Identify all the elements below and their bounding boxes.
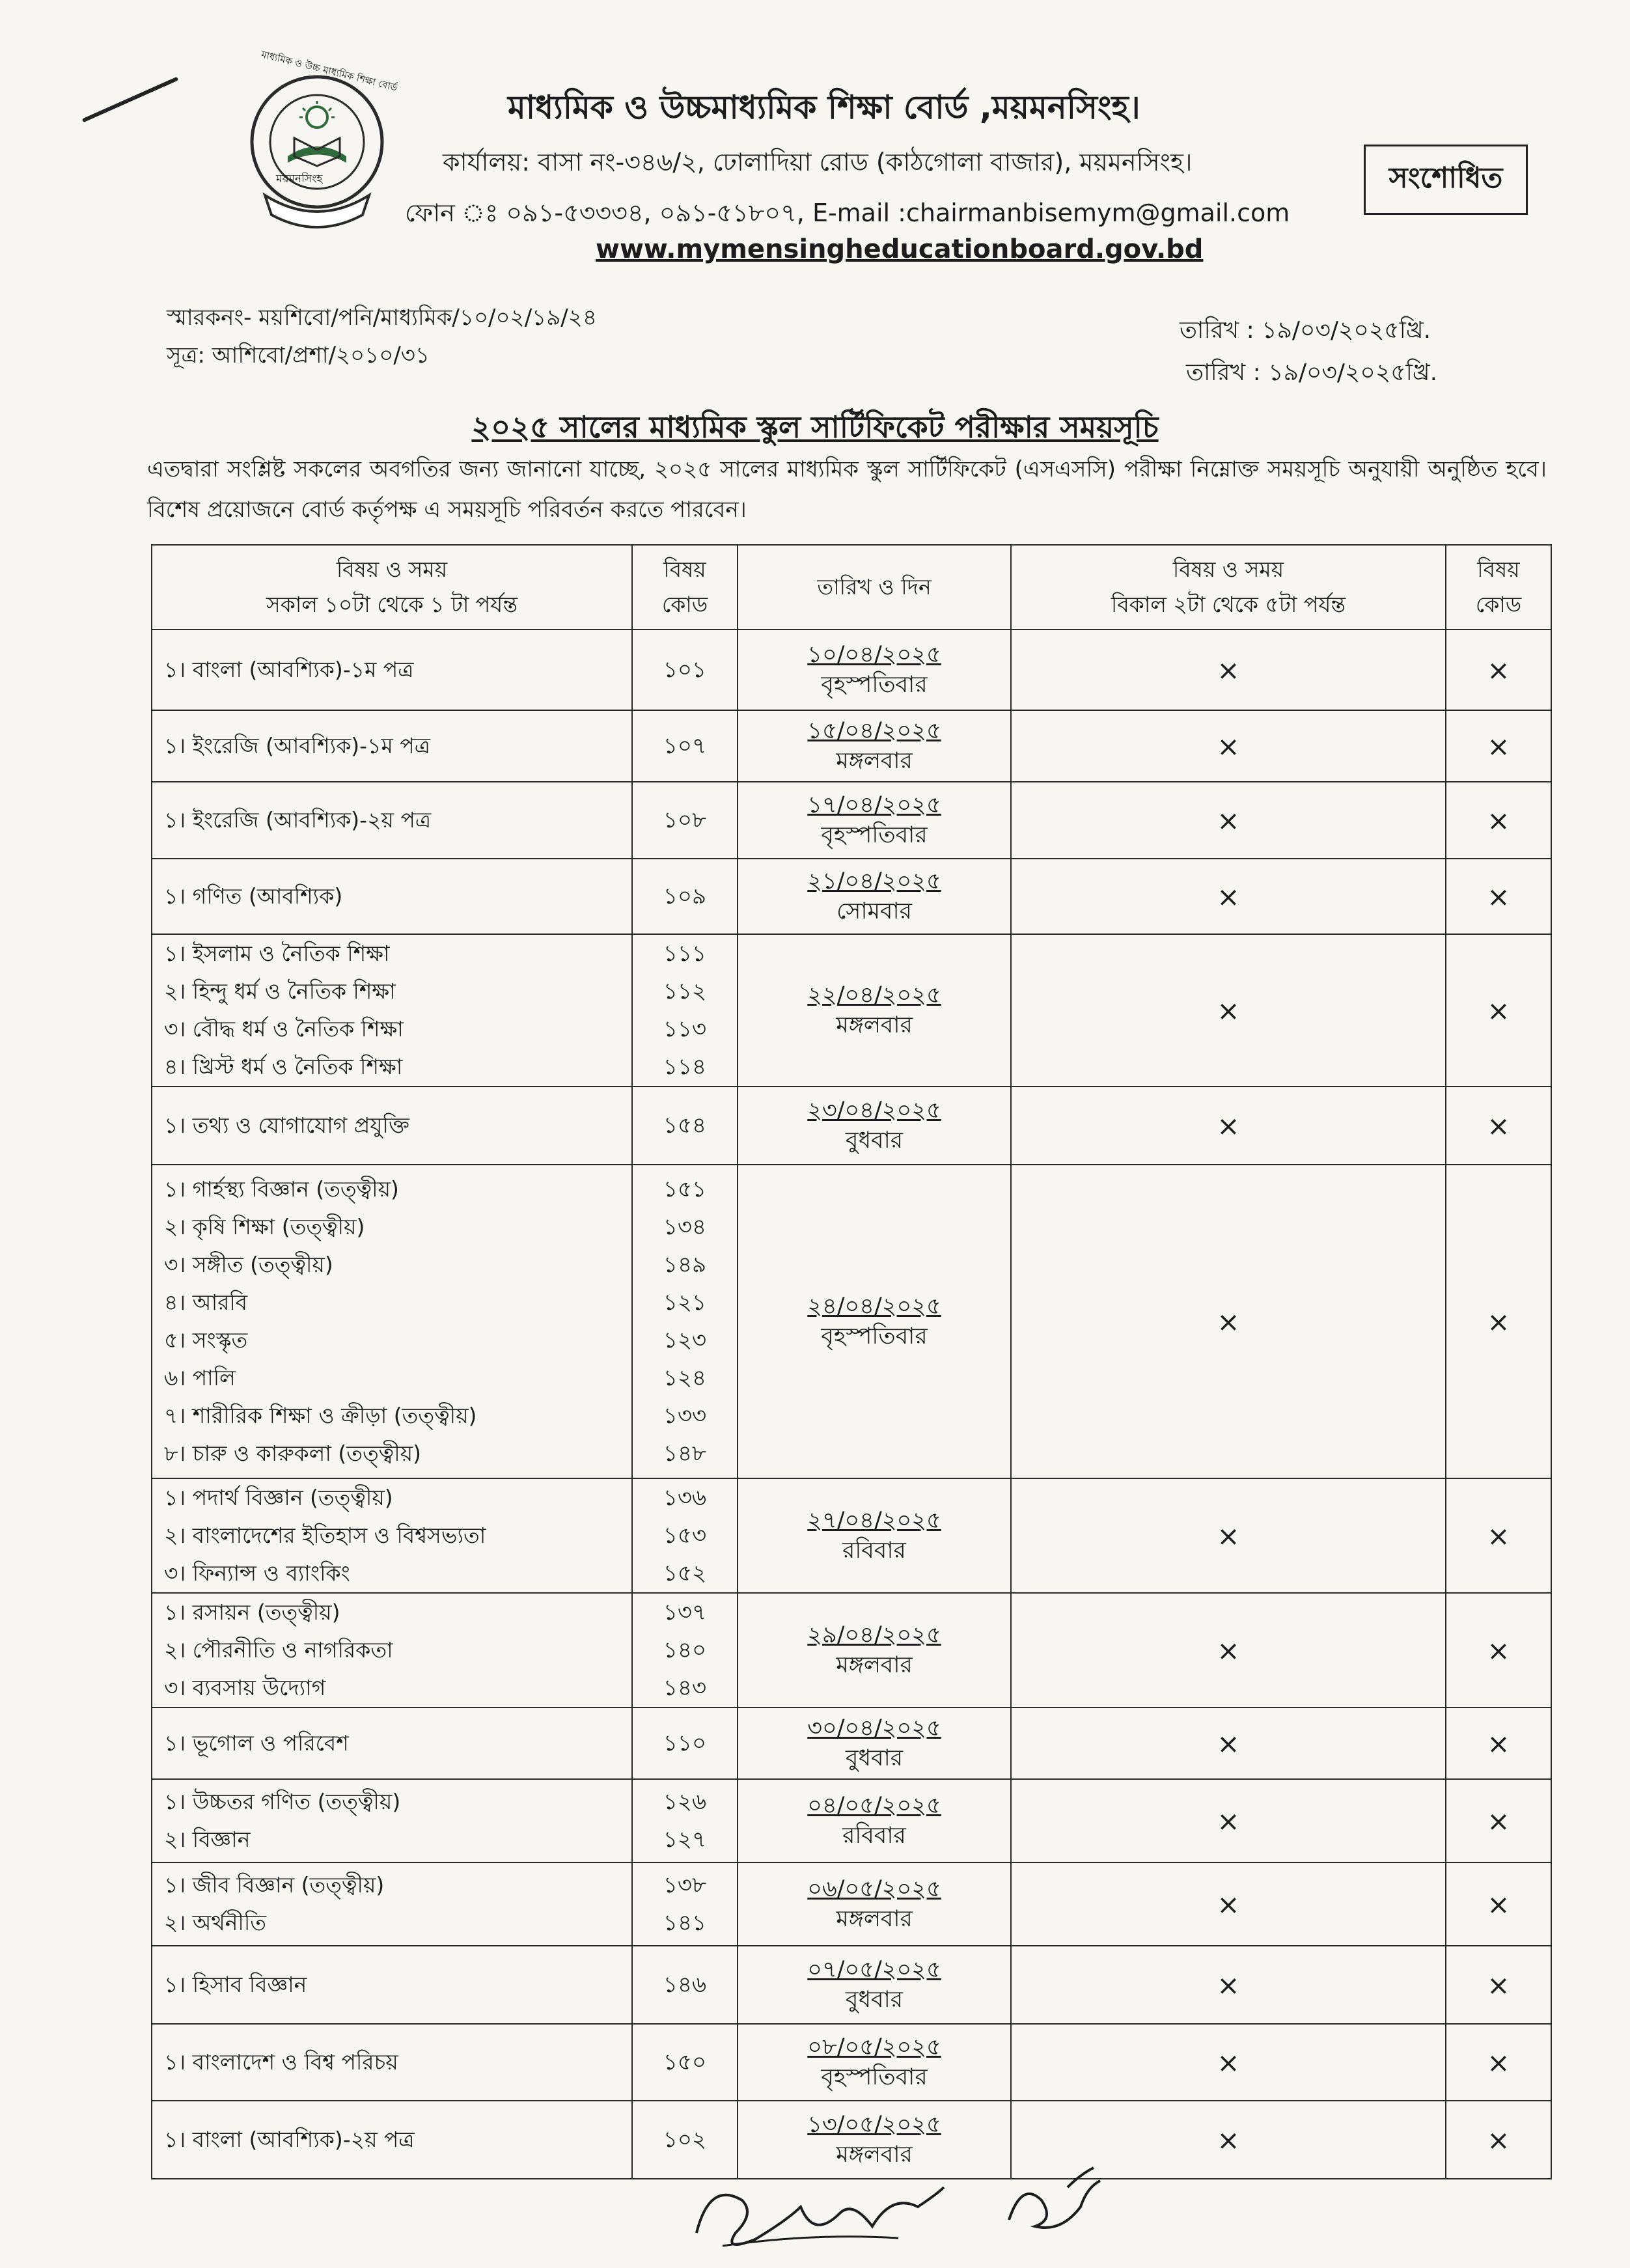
subject-code: ১৩৭	[663, 1599, 707, 1625]
subject-code-cell	[632, 1086, 738, 1165]
afternoon-code-cell: ×	[1446, 782, 1551, 859]
morning-subjects-cell	[152, 1779, 632, 1862]
exam-day: বৃহস্পতিবার	[821, 822, 928, 848]
website-link[interactable]: www.mymensingheducationboard.gov.bd	[596, 234, 1204, 264]
subject-code-cell	[632, 1478, 738, 1593]
date-day-cell	[738, 1946, 1011, 2024]
subject-name: ১। তথ্য ও যোগাযোগ প্রযুক্তি	[164, 1113, 409, 1138]
afternoon-subject-cell: ×	[1011, 1779, 1446, 1862]
reference-number: সূত্র: আশিবো/প্রশা/২০১০/৩১	[167, 342, 430, 368]
subject-code-cell	[632, 1593, 738, 1708]
afternoon-code-cell: ×	[1446, 1862, 1551, 1946]
subject-code: ১৪৮	[663, 1441, 707, 1467]
exam-day: মঙ্গলবার	[836, 2142, 913, 2168]
code-header: বিষয় কোড	[632, 545, 738, 629]
subject-name: ৪। আরবি	[164, 1290, 248, 1315]
subject-code: ১৪১	[663, 1910, 707, 1936]
subject-code: ১২৩	[663, 1327, 707, 1353]
date-day-cell	[738, 2024, 1011, 2101]
afternoon-subject-header: বিষয় ও সময় বিকাল ২টা থেকে ৫টা পর্যন্ত	[1011, 545, 1446, 629]
afternoon-code-cell: ×	[1446, 1946, 1551, 2024]
table-row	[152, 1779, 1551, 1862]
subject-code: ১১০	[663, 1730, 707, 1756]
subject-code-cell	[632, 629, 738, 710]
subject-code: ১০৮	[663, 807, 707, 833]
subject-code: ১২৬	[663, 1789, 707, 1815]
subject-code: ১৪০	[663, 1637, 707, 1663]
exam-date: ২৩/০৪/২০২৫	[807, 1098, 941, 1124]
subject-name: ৩। ফিন্যান্স ও ব্যাংকিং	[164, 1560, 350, 1586]
morning-subjects-cell	[152, 1086, 632, 1165]
afternoon-subject-cell: ×	[1011, 1165, 1446, 1478]
morning-subjects-cell	[152, 1862, 632, 1946]
table-row	[152, 859, 1551, 934]
afternoon-subject-cell: ×	[1011, 2101, 1446, 2179]
table-row	[152, 1478, 1551, 1593]
subject-code: ১০২	[663, 2127, 707, 2153]
subject-name: ২। কৃষি শিক্ষা (তত্ত্বীয়)	[164, 1214, 365, 1239]
subject-code: ১৩৪	[663, 1214, 707, 1240]
date-day-cell	[738, 1708, 1011, 1779]
afternoon-subject-cell: ×	[1011, 629, 1446, 710]
afternoon-subject-cell: ×	[1011, 1086, 1446, 1165]
subject-code: ১৩৮	[663, 1872, 707, 1898]
date-day-header: তারিখ ও দিন	[738, 545, 1011, 629]
table-row	[152, 710, 1551, 782]
subject-name: ৩। বৌদ্ধ ধর্ম ও নৈতিক শিক্ষা	[164, 1016, 404, 1042]
office-address: কার্যালয়: বাসা নং-৩৪৬/২, ঢোলাদিয়া রোড (কাঠগোলা বাজার), ময়মনসিংহ।	[443, 148, 1193, 176]
logo-caption: ময়মনসিংহ	[276, 173, 323, 186]
board-logo-icon	[242, 65, 392, 241]
subject-code: ১৪৬	[663, 1972, 707, 1998]
subject-code: ১০৭	[663, 733, 707, 759]
exam-day: মঙ্গলবার	[836, 1906, 913, 1932]
table-row	[152, 629, 1551, 710]
subject-name: ৩। ব্যবসায় উদ্যোগ	[164, 1675, 326, 1700]
afternoon-code-cell: ×	[1446, 859, 1551, 934]
table-row	[152, 1708, 1551, 1779]
subject-name: ৫। সংস্কৃত	[164, 1327, 248, 1353]
subject-code: ১২৪	[663, 1365, 707, 1391]
afternoon-code-cell: ×	[1446, 1593, 1551, 1708]
exam-schedule-table	[151, 544, 1552, 2179]
subject-code: ১১১	[663, 941, 707, 967]
exam-date: ০৪/০৫/২০২৫	[807, 1793, 941, 1819]
date-day-cell	[738, 859, 1011, 934]
subject-name: ১। বাংলা (আবশ্যিক)-১ম পত্র	[164, 657, 414, 682]
afternoon-code-cell: ×	[1446, 629, 1551, 710]
date-day-cell	[738, 1165, 1011, 1478]
subject-name: ১। বাংলা (আবশ্যিক)-২য় পত্র	[164, 2127, 415, 2152]
exam-day: মঙ্গলবার	[836, 1652, 913, 1678]
morning-subjects-cell	[152, 1165, 632, 1478]
subject-code-cell	[632, 1779, 738, 1862]
afternoon-code-cell: ×	[1446, 934, 1551, 1086]
subject-code: ১৫৪	[663, 1113, 707, 1139]
subject-name: ১। ইসলাম ও নৈতিক শিক্ষা	[164, 941, 390, 966]
table-row	[152, 1862, 1551, 1946]
afternoon-code-cell: ×	[1446, 1086, 1551, 1165]
date-day-cell	[738, 1779, 1011, 1862]
table-row	[152, 1946, 1551, 2024]
intro-paragraph: এতদ্বারা সংশ্লিষ্ট সকলের অবগতির জন্য জানানো যাচ্ছে, ২০২৫ সালের মাধ্যমিক স্কুল সার্টিফিকেট (এসএসসি) পরীক্ষা নিম্নোক্ত সময়সূচি অনুযায়ী অনুষ্ঠিত হবে। বিশেষ প্রয়োজনে বোর্ড কর্তৃপক্ষ এ সময়সূচি পরিবর্তন করতে পারবেন।	[147, 456, 1547, 523]
subject-name: ৮। চারু ও কারুকলা (তত্ত্বীয়)	[164, 1441, 422, 1466]
table-row	[152, 1086, 1551, 1165]
exam-date: ০৮/০৫/২০২৫	[807, 2034, 941, 2060]
subject-code: ১৫৩	[663, 1523, 707, 1549]
subject-code: ১৪৩	[663, 1675, 707, 1701]
exam-date: ৩০/০৪/২০২৫	[807, 1715, 941, 1741]
subject-code: ১১৪	[663, 1054, 707, 1080]
subject-name: ১। গার্হস্থ্য বিজ্ঞান (তত্ত্বীয়)	[164, 1176, 399, 1202]
morning-subjects-cell	[152, 1593, 632, 1708]
exam-day: বৃহস্পতিবার	[821, 672, 928, 698]
subject-name: ২। পৌরনীতি ও নাগরিকতা	[164, 1637, 393, 1663]
table-row	[152, 782, 1551, 859]
exam-date: ২৪/০৪/২০২৫	[807, 1293, 941, 1320]
subject-name: ১। রসায়ন (তত্ত্বীয়)	[164, 1599, 340, 1625]
exam-date: ২৭/০৪/২০২৫	[807, 1508, 941, 1534]
subject-name: ২। অর্থনীতি	[164, 1910, 267, 1935]
morning-subjects-cell	[152, 710, 632, 782]
exam-day: বৃহস্পতিবার	[821, 2064, 928, 2090]
table-row	[152, 1593, 1551, 1708]
subject-name: ১। ইংরেজি (আবশ্যিক)-২য় পত্র	[164, 807, 432, 833]
afternoon-subject-cell: ×	[1011, 710, 1446, 782]
afternoon-subject-cell: ×	[1011, 934, 1446, 1086]
subject-code: ১২১	[663, 1290, 707, 1316]
subject-code: ১১৩	[663, 1016, 707, 1042]
schedule-title: ২০২৫ সালের মাধ্যমিক স্কুল সার্টিফিকেট পরীক্ষার সময়সূচি	[471, 409, 1159, 445]
subject-code: ১০৯	[663, 883, 707, 909]
signature-2	[989, 2161, 1133, 2246]
subject-name: ১। হিসাব বিজ্ঞান	[164, 1972, 307, 1997]
exam-date: ২১/০৪/২০২৫	[807, 868, 941, 894]
contact-line: ফোন ঃ ০৯১-৫৩৩৩৪, ০৯১-৫১৮০৭, E-mail :chairmanbisemym@gmail.com	[405, 199, 1290, 227]
subject-name: ৬। পালি	[164, 1365, 236, 1390]
afternoon-subject-cell: ×	[1011, 1862, 1446, 1946]
revised-stamp: সংশোধিত	[1364, 145, 1528, 215]
morning-subjects-cell	[152, 859, 632, 934]
exam-day: বুধবার	[846, 1745, 903, 1771]
subject-name: ২। হিন্দু ধর্ম ও নৈতিক শিক্ষা	[164, 978, 396, 1004]
subject-name: ১। বাংলাদেশ ও বিশ্ব পরিচয়	[164, 2049, 398, 2075]
subject-code-cell	[632, 710, 738, 782]
subject-code-cell	[632, 1862, 738, 1946]
afternoon-subject-cell: ×	[1011, 1708, 1446, 1779]
exam-date: ১৫/০৪/২০২৫	[807, 718, 941, 744]
date-day-cell	[738, 934, 1011, 1086]
subject-code-cell	[632, 2024, 738, 2101]
memo-date: তারিখ : ১৯/০৩/২০২৫খ্রি.	[1180, 317, 1431, 344]
subject-code: ১২৭	[663, 1827, 707, 1853]
subject-name: ১। ইংরেজি (আবশ্যিক)-১ম পত্র	[164, 733, 430, 758]
subject-code: ১৩৬	[663, 1485, 707, 1511]
exam-day: রবিবার	[842, 1823, 906, 1849]
exam-day: রবিবার	[842, 1538, 906, 1564]
logo-ring-text: মাধ্যমিক ও উচ্চ মাধ্যমিক শিক্ষা বোর্ড	[260, 48, 399, 94]
memo-number: স্মারকনং- ময়শিবো/পনি/মাধ্যমিক/১০/০২/১৯/২৪	[167, 305, 597, 331]
exam-date: ১০/০৪/২০২৫	[807, 642, 941, 668]
table-row	[152, 1165, 1551, 1478]
subject-name: ২। বিজ্ঞান	[164, 1827, 251, 1852]
subject-code: ১৪৯	[663, 1252, 707, 1278]
morning-subjects-cell	[152, 2024, 632, 2101]
morning-subjects-cell	[152, 2101, 632, 2179]
subject-code: ১১২	[663, 978, 707, 1004]
afternoon-code-cell: ×	[1446, 1779, 1551, 1862]
subject-name: ৩। সঙ্গীত (তত্ত্বীয়)	[164, 1252, 333, 1277]
afternoon-code-cell: ×	[1446, 1165, 1551, 1478]
table-row	[152, 2024, 1551, 2101]
afternoon-subject-cell: ×	[1011, 1593, 1446, 1708]
subject-name: ৭। শারীরিক শিক্ষা ও ক্রীড়া (তত্ত্বীয়)	[164, 1403, 477, 1428]
exam-date: ০৭/০৫/২০২৫	[807, 1957, 941, 1983]
afternoon-subject-cell: ×	[1011, 782, 1446, 859]
afternoon-subject-cell: ×	[1011, 2024, 1446, 2101]
exam-day: বৃহস্পতিবার	[821, 1323, 928, 1349]
afternoon-code-cell: ×	[1446, 2101, 1551, 2179]
date-day-cell	[738, 1593, 1011, 1708]
afternoon-code-cell: ×	[1446, 1708, 1551, 1779]
date-day-cell	[738, 710, 1011, 782]
exam-day: বুধবার	[846, 1127, 903, 1154]
subject-code: ১৩৩	[663, 1403, 707, 1429]
date-day-cell	[738, 782, 1011, 859]
table-row	[152, 934, 1551, 1086]
morning-subjects-cell	[152, 1946, 632, 2024]
subject-code-cell	[632, 859, 738, 934]
exam-date: ২৯/০৪/২০২৫	[807, 1622, 941, 1648]
subject-code: ১৫০	[663, 2049, 707, 2075]
subject-code-cell	[632, 782, 738, 859]
afternoon-subject-cell: ×	[1011, 1478, 1446, 1593]
subject-code: ১৫২	[663, 1560, 707, 1586]
morning-subject-header: বিষয় ও সময় সকাল ১০টা থেকে ১ টা পর্যন্ত	[152, 545, 632, 629]
exam-date: ০৬/০৫/২০২৫	[807, 1876, 941, 1902]
exam-date: ১৭/০৪/২০২৫	[807, 792, 941, 818]
subject-code-cell	[632, 1946, 738, 2024]
exam-day: বুধবার	[846, 1987, 903, 2013]
morning-subjects-cell	[152, 782, 632, 859]
exam-date: ২২/০৪/২০২৫	[807, 982, 941, 1008]
exam-day: মঙ্গলবার	[836, 748, 913, 774]
subject-name: ১। ভূগোল ও পরিবেশ	[164, 1730, 349, 1756]
exam-day: মঙ্গলবার	[836, 1012, 913, 1038]
date-day-cell	[738, 629, 1011, 710]
afternoon-code-cell: ×	[1446, 1478, 1551, 1593]
signature-1	[684, 2155, 957, 2259]
afternoon-code-cell: ×	[1446, 2024, 1551, 2101]
subject-name: ২। বাংলাদেশের ইতিহাস ও বিশ্বসভ্যতা	[164, 1523, 486, 1548]
subject-code: ১৫১	[663, 1176, 707, 1202]
afternoon-code-cell: ×	[1446, 710, 1551, 782]
date-day-cell	[738, 1862, 1011, 1946]
reference-date: তারিখ : ১৯/০৩/২০২৫খ্রি.	[1186, 359, 1438, 386]
subject-code: ১০১	[663, 657, 707, 683]
pen-mark	[82, 77, 179, 123]
afternoon-subject-cell: ×	[1011, 859, 1446, 934]
morning-subjects-cell	[152, 1478, 632, 1593]
subject-code-cell	[632, 1165, 738, 1478]
subject-name: ১। গণিত (আবশ্যিক)	[164, 883, 343, 909]
exam-date: ১৩/০৫/২০২৫	[807, 2112, 941, 2138]
afternoon-subject-cell: ×	[1011, 1946, 1446, 2024]
subject-name: ৪। খ্রিস্ট ধর্ম ও নৈতিক শিক্ষা	[164, 1054, 403, 1079]
subject-code-cell	[632, 934, 738, 1086]
date-day-cell	[738, 1478, 1011, 1593]
morning-subjects-cell	[152, 1708, 632, 1779]
subject-name: ১। জীব বিজ্ঞান (তত্ত্বীয়)	[164, 1872, 385, 1898]
date-day-cell	[738, 1086, 1011, 1165]
exam-day: সোমবার	[836, 898, 912, 924]
afternoon-code-header: বিষয় কোড	[1446, 545, 1551, 629]
subject-name: ১। উচ্চতর গণিত (তত্ত্বীয়)	[164, 1789, 401, 1814]
subject-name: ১। পদার্থ বিজ্ঞান (তত্ত্বীয়)	[164, 1485, 393, 1510]
board-title: মাধ্যমিক ও উচ্চমাধ্যমিক শিক্ষা বোর্ড ,ময়মনসিংহ।	[508, 89, 1140, 126]
table-header-row	[152, 545, 1551, 629]
subject-code-cell	[632, 1708, 738, 1779]
morning-subjects-cell	[152, 629, 632, 710]
morning-subjects-cell	[152, 934, 632, 1086]
